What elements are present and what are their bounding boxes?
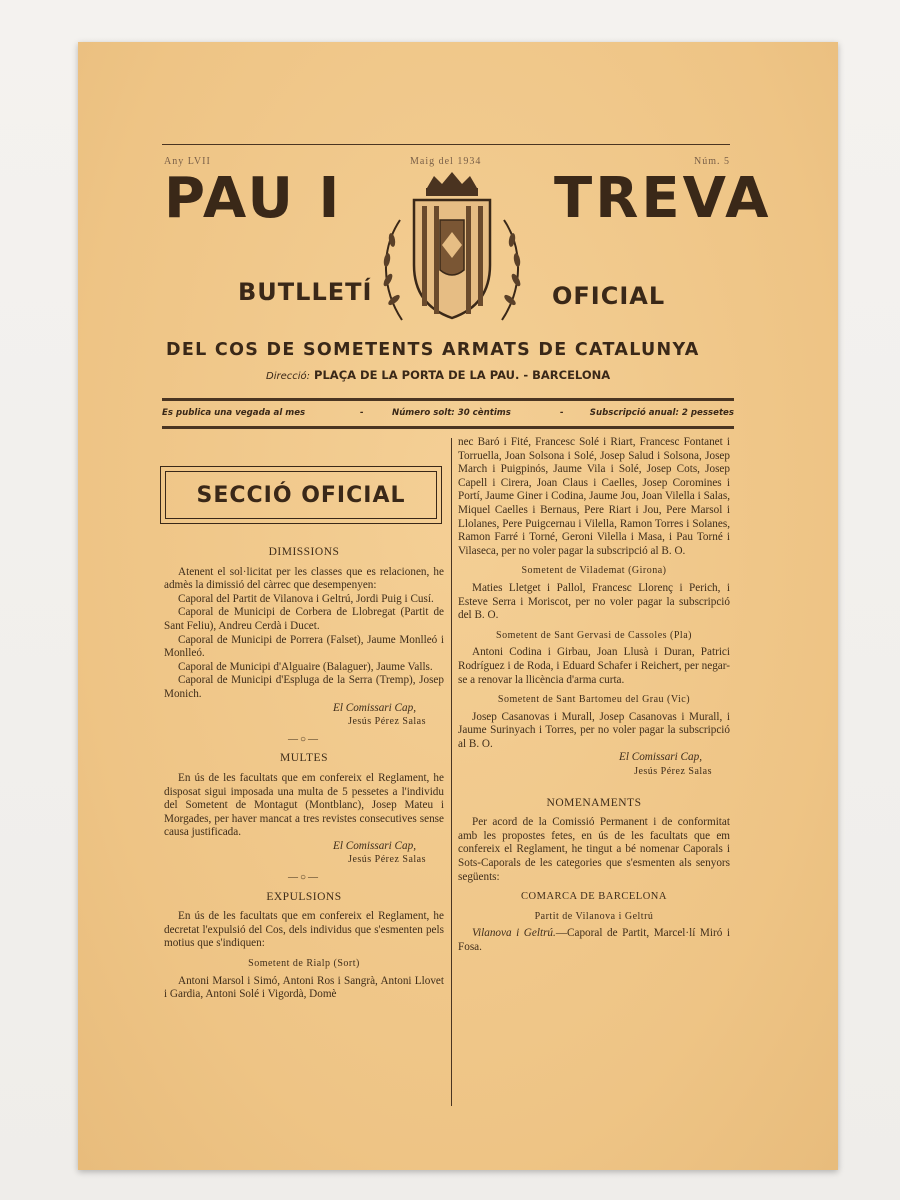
partit-heading: Partit de Vilanova i Geltrú (534, 910, 654, 922)
comarca-heading: COMARCA DE BARCELONA (521, 891, 667, 903)
expulsions-intro: En ús de les facultats que em confereix el Reglament, he decretat l'expulsió del Cos, dels individus que s'esmenten pels motius que s'indiquen: (164, 910, 444, 950)
top-rule (162, 144, 730, 145)
sometent-heading: Sometent de Rialp (Sort) (248, 958, 360, 970)
ornament-divider: —○— (287, 872, 321, 884)
newspaper-page (78, 42, 838, 1170)
separator-dash-2: - (560, 408, 564, 418)
signature-title: El Comissari Cap, (333, 839, 416, 852)
signature-name: Jesús Pérez Salas (348, 716, 426, 728)
subtitle-left: BUTLLETÍ (238, 278, 373, 306)
expulsions-continued: nec Baró i Fité, Francesc Solé i Riart, Francesc Fontanet i Torruella, Joan Solsona i Solé, Josep Salud i Solsona, Josep March i Puigpinós, Jaume Vila i Solé, Josep Cots, Josep Capell i Cirera, Joan Claus i Caelles, Josep Coromines i Portí, Jaume Giner i Codina, Jaume Jou, Joan Vilella i Salas, Miquel Caelles i Bernaus, Pere Riart i Jou, Pere Marsol i Llolanes, Pere Puigcernau i Vilella, Ramon Torres i Solanes, Ramon Farré i Torné, Geroni Vilella i Masa, i Pau Torné i Vilaseca, per no voler pagar la subscripció al B. O. (458, 436, 730, 557)
dimission-item: Caporal de Municipi d'Espluga de la Serra (Tremp), Josep Monich. (164, 674, 444, 700)
dimission-item: Caporal de Municipi de Porrera (Falset), Jaume Monlleó i Monlleó. (164, 633, 444, 660)
info-rule-top (162, 398, 734, 401)
section-title-box (160, 466, 442, 524)
address-line (266, 368, 758, 382)
organization-line: DEL COS DE SOMETENTS ARMATS DE CATALUNYA (166, 340, 700, 360)
ornament-divider: —○— (287, 733, 321, 745)
nomenament-entry (458, 927, 730, 954)
dimissions-heading: DIMISSIONS (268, 546, 340, 558)
separator-dash: - (360, 408, 364, 418)
spacer (458, 779, 730, 791)
dimission-item: Caporal de Municipi d'Alguaire (Balaguer), Jaume Valls. (178, 660, 433, 673)
address-text: PLAÇA DE LA PORTA DE LA PAU. - BARCELONA (314, 368, 611, 382)
left-column (164, 540, 444, 1002)
nomenaments-heading: NOMENAMENTS (546, 796, 642, 809)
signature-name: Jesús Pérez Salas (348, 854, 426, 866)
sometent-heading: Sometent de Sant Gervasi de Cassoles (Pla) (496, 629, 692, 641)
publication-frequency: Es publica una vegada al mes (162, 408, 306, 418)
sometent-text: Maties Lletget i Pallol, Francesc Llorenç i Perich, i Esteve Serra i Moriscot, per no voler pagar la subscripció del B. O. (458, 581, 730, 622)
sometent-text: Antoni Marsol i Simó, Antoni Ros i Sangrà, Antoni Llovet i Gardia, Antoni Solé i Vigordà, Domè (164, 974, 444, 1001)
sometent-heading: Sometent de Vilademat (Girona) (521, 565, 667, 577)
issue-year: Any LVII (164, 156, 211, 167)
title-right: TREVA (554, 166, 772, 231)
entry-text: —Caporal de Partit, Marcel·lí Miró i Fosa. (458, 927, 730, 953)
multes-text: En ús de les facultats que em confereix el Reglament, he disposat sigui imposada una multa de 5 pessetes a l'individu del Sometent de Montagut (Montblanc), Josep Mateu i Morgades, per haver mancat a tres revistes consecutives sense causa justificada. (164, 771, 444, 839)
issue-number: Núm. 5 (694, 156, 730, 167)
sometent-heading: Sometent de Sant Bartomeu del Grau (Vic) (497, 694, 691, 706)
entry-place: Vilanova i Geltrú. (472, 927, 556, 940)
info-rule-bottom (162, 426, 734, 429)
nomenaments-text: Per acord de la Comissió Permanent i de conformitat amb les propostes fetes, en ús de les facultats que em confereix el Reglament, he tingut a bé nomenar Caporals i Sots-Caporals de les categories que s'esmenten als senyors següents: (458, 816, 730, 883)
expulsions-heading: EXPULSIONS (266, 890, 342, 903)
dimission-item: Caporal del Partit de Vilanova i Geltrú, Jordi Puig i Cusí. (178, 592, 434, 605)
coat-of-arms-emblem (372, 170, 532, 330)
subtitle-right: OFICIAL (552, 282, 666, 310)
signature-title: El Comissari Cap, (619, 751, 702, 764)
sometent-text: Josep Casanovas i Murall, Josep Casanovas i Murall, i Jaume Surinyach i Torres, per no voler pagar la subscripció al B. O. (458, 710, 730, 750)
title-left: PAU I (164, 166, 343, 231)
sometent-text: Antoni Codina i Girbau, Joan Llusà i Duran, Patrici Rodríguez i de Roda, i Eduard Schafer i Reichert, per negar-se a renovar la llicència d'arma curta. (458, 646, 730, 686)
single-issue-price: Número solt: 30 cèntims (392, 408, 511, 418)
multes-heading: MULTES (280, 752, 328, 765)
issue-date: Maig del 1934 (410, 156, 482, 167)
dimissions-intro: Atenent el sol·licitat per les classes que es relacionen, he admès la dimissió del càrrec que desempenyen: (164, 565, 444, 592)
right-column (458, 436, 730, 955)
signature-name: Jesús Pérez Salas (634, 766, 712, 778)
address-label: Direcció: (266, 371, 311, 382)
signature-title: El Comissari Cap, (333, 701, 416, 714)
section-title: SECCIÓ OFICIAL (165, 471, 437, 519)
column-divider (451, 438, 452, 1106)
dimission-item: Caporal de Municipi de Corbera de Llobregat (Partit de Sant Feliu), Andreu Cerdà i Ducet. (164, 606, 444, 632)
annual-subscription: Subscripció anual: 2 pessetes (589, 408, 734, 418)
